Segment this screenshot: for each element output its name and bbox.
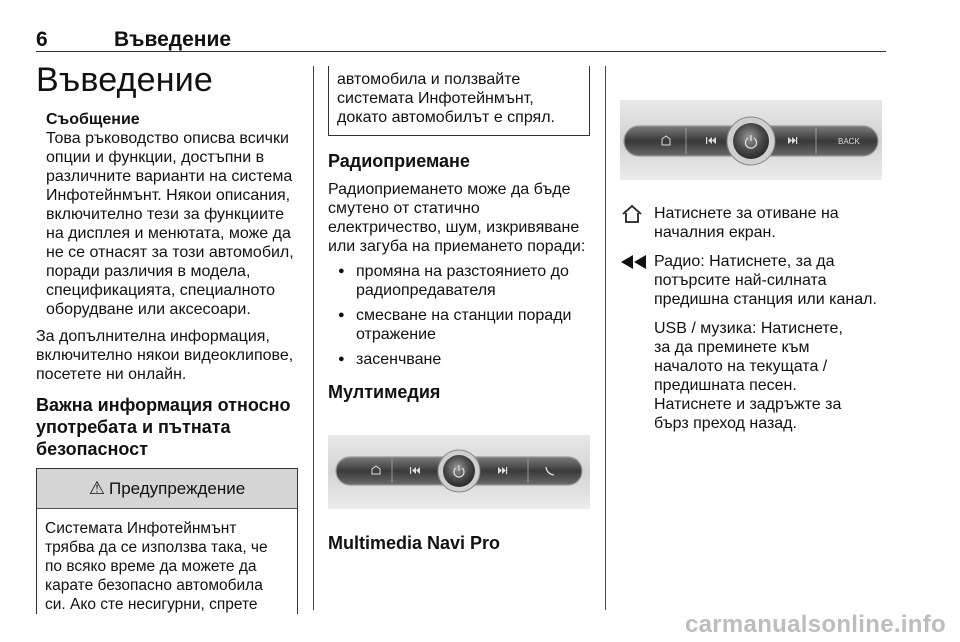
control-panel-image-large xyxy=(620,78,882,188)
text-line: ● засенчване xyxy=(356,351,442,368)
warning-continuation xyxy=(328,66,590,136)
running-title: Въведение xyxy=(114,28,232,51)
page-header xyxy=(36,28,886,52)
text-line: За допълнителна информация, xyxy=(36,328,270,345)
heading-line: употребата и пътната xyxy=(36,417,231,437)
text-line: началото на текущата / xyxy=(654,358,828,375)
rewind-description xyxy=(620,252,882,309)
more-info-text xyxy=(36,327,298,384)
text-line: бърз преход назад. xyxy=(654,415,797,432)
text-line: смутено от статично xyxy=(328,200,480,217)
column-3 xyxy=(620,66,882,433)
column-divider-1 xyxy=(313,66,314,610)
heading-line: Важна информация относно xyxy=(36,395,291,415)
important-heading xyxy=(36,394,298,460)
notice-text xyxy=(46,129,298,319)
text-line: предишната песен. xyxy=(654,377,797,394)
warning-box xyxy=(36,468,298,614)
control-panel-image-small xyxy=(328,417,590,527)
text-line: по всяко време да можете да xyxy=(45,558,257,575)
warning-header xyxy=(37,469,297,509)
text-line: потърсите най-силната xyxy=(654,272,827,289)
usb-description xyxy=(620,319,882,433)
text-line: поради различия в модела, xyxy=(46,263,251,280)
text-line: различните варианти на система xyxy=(46,168,293,185)
text-line: ● промяна на разстоянието до xyxy=(356,263,569,280)
text-line: предишна станция или канал. xyxy=(654,291,877,308)
text-line: не се отнасят за този автомобил, xyxy=(46,244,294,261)
text-line: USB / музика: Натиснете, xyxy=(654,320,843,337)
text-line: за да преминете към xyxy=(654,339,810,356)
control-panel-illustration xyxy=(328,417,590,527)
text-line: Натиснете за отиване на xyxy=(654,205,839,222)
radio-heading: Радиоприемане xyxy=(328,151,470,171)
text-line: на дисплея и менютата, може да xyxy=(46,225,291,242)
text-line: Натиснете и задръжте за xyxy=(654,396,842,413)
multimedia-caption: Multimedia Navi Pro xyxy=(328,533,501,553)
text-line: Инфотейнмънт. Някои описания, xyxy=(46,187,291,204)
text-line: Системата Инфотейнмънт xyxy=(45,520,237,537)
text-line: включително тези за функциите xyxy=(46,206,284,223)
watermark: carmanualsonline.info xyxy=(684,611,946,638)
text-line: опции и функции, достъпни в xyxy=(46,149,265,166)
text-line: посетете ни онлайн. xyxy=(36,366,187,383)
column-divider-2 xyxy=(605,66,606,610)
bullet-item xyxy=(328,262,590,300)
bullet-item xyxy=(328,350,590,369)
text-line: Радио: Натиснете, за да xyxy=(654,253,835,270)
text-line: си. Ако сте несигурни, спрете xyxy=(45,596,258,613)
multimedia-heading: Мултимедия xyxy=(328,382,441,402)
spacer xyxy=(36,319,298,327)
text-line: електричество, шум, изкривяване xyxy=(328,219,580,236)
radio-text xyxy=(328,180,590,256)
text-line: или загуба на приемането поради: xyxy=(328,238,586,255)
text-line: Това ръководство описва всички xyxy=(46,130,289,147)
page-number: 6 xyxy=(36,28,48,51)
text-line: автомобила и ползвайте xyxy=(337,71,521,88)
home-icon xyxy=(620,204,648,224)
column-1 xyxy=(36,60,298,614)
text-line: трябва да се използва така, че xyxy=(45,539,268,556)
rewind-icon xyxy=(620,252,648,272)
text-line: отражение xyxy=(356,326,436,343)
text-line: включително някои видеоклипове, xyxy=(36,347,294,364)
header-rule xyxy=(36,51,886,52)
text-line: началния екран. xyxy=(654,224,776,241)
warning-triangle-icon: ⚠ xyxy=(88,478,105,498)
control-panel-illustration xyxy=(620,78,882,188)
notice-heading: Съобщение xyxy=(46,111,140,128)
text-line: докато автомобилът е спрял. xyxy=(337,109,555,126)
chapter-title: Въведение xyxy=(36,61,213,99)
text-line: спецификацията, специалното xyxy=(46,282,276,299)
warning-text xyxy=(37,509,297,614)
column-2 xyxy=(328,66,590,554)
text-line: карате безопасно автомобила xyxy=(45,577,263,594)
text-line: радиопредавателя xyxy=(356,282,496,299)
heading-line: безопасност xyxy=(36,439,148,459)
text-line: оборудване или аксесоари. xyxy=(46,301,251,318)
home-description xyxy=(620,204,882,242)
bullet-item xyxy=(328,306,590,344)
text-line: Радиоприемането може да бъде xyxy=(328,181,571,198)
text-line: системата Инфотейнмънт, xyxy=(337,90,534,107)
warning-label: Предупреждение xyxy=(108,478,246,498)
back-icon: BACK xyxy=(838,137,860,146)
text-line: ● смесване на станции поради xyxy=(356,307,572,324)
